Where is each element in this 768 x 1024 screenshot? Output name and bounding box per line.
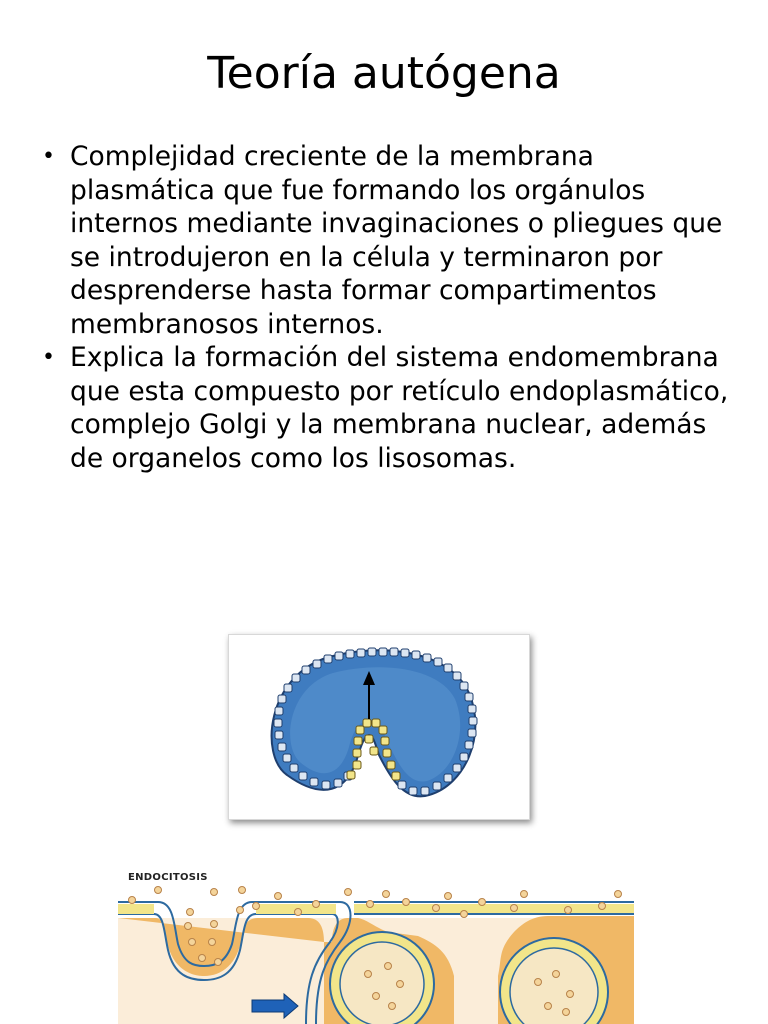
- endocytosis-label: ENDOCITOSIS: [128, 872, 208, 883]
- bullet-list: [40, 140, 740, 475]
- vesicle-lumen: [340, 942, 424, 1024]
- invagination-figure: [228, 634, 530, 820]
- endocytosis-drawing: [118, 866, 634, 1024]
- bullet-text: Explica la formación del sistema endomembrana que esta compuesto por retículo endoplasmático, complejo Golgi y la membrana nuclear, además de organelos como los lisosomas.: [70, 342, 729, 474]
- bullet-item: [40, 341, 740, 475]
- bullet-item: [40, 140, 740, 341]
- bullet-symbol: •: [42, 345, 55, 370]
- bullet-text: Complejidad creciente de la membrana plasmática que fue formando los orgánulos internos mediante invaginaciones o pliegues que se introdujeron en la célula y terminaron por desprenderse hasta formar compartimentos membranosos internos.: [70, 141, 723, 340]
- slide-title: Teoría autógena: [207, 48, 561, 99]
- endocytosis-figure: [118, 866, 634, 1024]
- invagination-cell-drawing: [229, 635, 529, 819]
- bullet-symbol: •: [42, 144, 55, 169]
